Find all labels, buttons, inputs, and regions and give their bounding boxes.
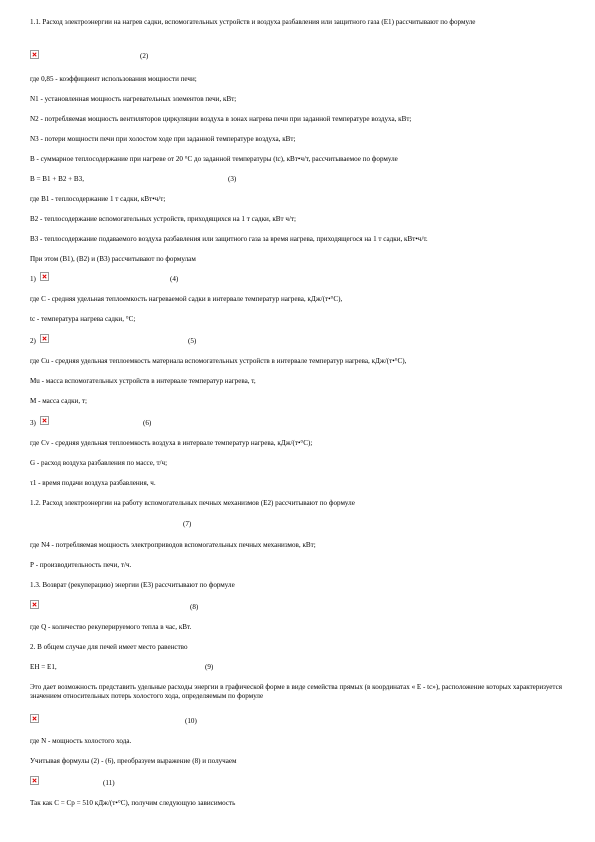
para-1-1: 1.1. Расход электроэнергии на нагрев садки, вспомогательных устройств и воздуха разбавления или защитного газа (Е1) рассчитывают по формуле: [30, 18, 476, 26]
item-1: 1): [30, 275, 36, 283]
text-line: где N4 - потребляемая мощность электроприводов вспомогательных печных механизмов, кВт;: [30, 541, 316, 549]
text-line: В2 - теплосодержание вспомогательных устройств, приходящихся на 1 т садки, кВт ч/т;: [30, 215, 297, 223]
text-line: N1 - установленная мощность нагревательных элементов печи, кВт;: [30, 95, 237, 103]
text-line: Mu - масса вспомогательных устройств в интервале температур нагрева, т,: [30, 377, 256, 385]
text-line: где С - средняя удельная теплоемкость нагреваемой садки в интервале температур нагрева, кДж/(т•°С),: [30, 295, 343, 303]
formula-9: ЕН = Е1,: [30, 663, 57, 671]
text-line: В - суммарное теплосодержание при нагреве от 20 °С до заданной температуры (tс), кВт•ч/т, рассчитываемое по формуле: [30, 155, 398, 163]
text-line: где В1 - теплосодержание 1 т садки, кВт•ч/т;: [30, 195, 166, 203]
formula-3: В = В1 + В2 + В3,: [30, 175, 84, 183]
eq-number-8: (8): [190, 603, 199, 611]
text-line: N2 - потребляемая мощность вентиляторов циркуляции воздуха в зонах нагрева печи при заданной температуре воздуха, кВт;: [30, 115, 412, 123]
eq-number-11: (11): [103, 779, 115, 787]
text-line: N3 - потери мощности печи при холостом ходе при заданной температуре воздуха, кВт;: [30, 135, 296, 143]
text-line-with-links: Учитывая формулы (2) - (6), преобразуем выражение (8) и получаем: [30, 757, 237, 765]
text-line: G - расход воздуха разбавления по массе, т/ч;: [30, 459, 168, 467]
text-line: где Q - количество рекуперируемого тепла в час, кВт.: [30, 623, 192, 631]
eq-number-3: (3): [228, 175, 237, 183]
eq-number-2: (2): [140, 52, 149, 60]
text-paragraph: Это дает возможность представить удельные расходы энергии в графической форме в виде семейства прямых (в координатах « Е - tс»), расположение которых характеризуется значением относительных потерь холостого хода, определяемым по формуле: [30, 683, 563, 700]
text-line: 1.2. Расход электроэнергии на работу вспомогательных печных механизмов (Е2) рассчитывают по формуле: [30, 499, 355, 507]
text-line: τ1 - время подачи воздуха разбавления, ч.: [30, 479, 156, 487]
formula-10-image-icon: [30, 714, 39, 723]
formula-5-image-icon: [40, 334, 49, 343]
formula-11-image-icon: [30, 776, 39, 785]
text-line: где N - мощность холостого хода.: [30, 737, 132, 745]
text-line: В3 - теплосодержание подаваемого воздуха разбавления или защитного газа за время нагрева, приходящегося на 1 т садки, кВт•ч/т.: [30, 235, 428, 243]
item-2: 2): [30, 337, 36, 345]
eq-number-7: (7): [183, 520, 192, 528]
eq-number-4: (4): [170, 275, 179, 283]
text-line: М - масса садки, т;: [30, 397, 87, 405]
eq-number-5: (5): [188, 337, 197, 345]
eq-number-6: (6): [143, 419, 152, 427]
formula-6-image-icon: [40, 416, 49, 425]
formula-2-image-icon: [30, 50, 39, 59]
text-line: Р - производительность печи, т/ч.: [30, 561, 132, 569]
formula-4-image-icon: [40, 272, 49, 281]
text-line: где Сu - средняя удельная теплоемкость материала вспомогательных устройств в интервале температур нагрева, кДж/(т•°С),: [30, 357, 407, 365]
text-line: где 0,85 - коэффициент использования мощности печи;: [30, 75, 197, 83]
text-line: 1.3. Возврат (рекуперацию) энергии (Е3) рассчитывают по формуле: [30, 581, 235, 589]
eq-number-10: (10): [185, 717, 197, 725]
formula-8-image-icon: [30, 600, 39, 609]
text-line: tс - температура нагрева садки, °С;: [30, 315, 136, 323]
item-3: 3): [30, 419, 36, 427]
text-line: При этом (В1), (В2) и (В3) рассчитывают по формулам: [30, 255, 196, 263]
text-line: 2. В общем случае для печей имеет место равенство: [30, 643, 188, 651]
text-line: где Сv - средняя удельная теплоемкость воздуха в интервале температур нагрева, кДж/(т•°С);: [30, 439, 313, 447]
eq-number-9: (9): [205, 663, 214, 671]
text-line: Так как С = Ср = 510 кДж/(т•°С), получим следующую зависимость: [30, 799, 236, 807]
